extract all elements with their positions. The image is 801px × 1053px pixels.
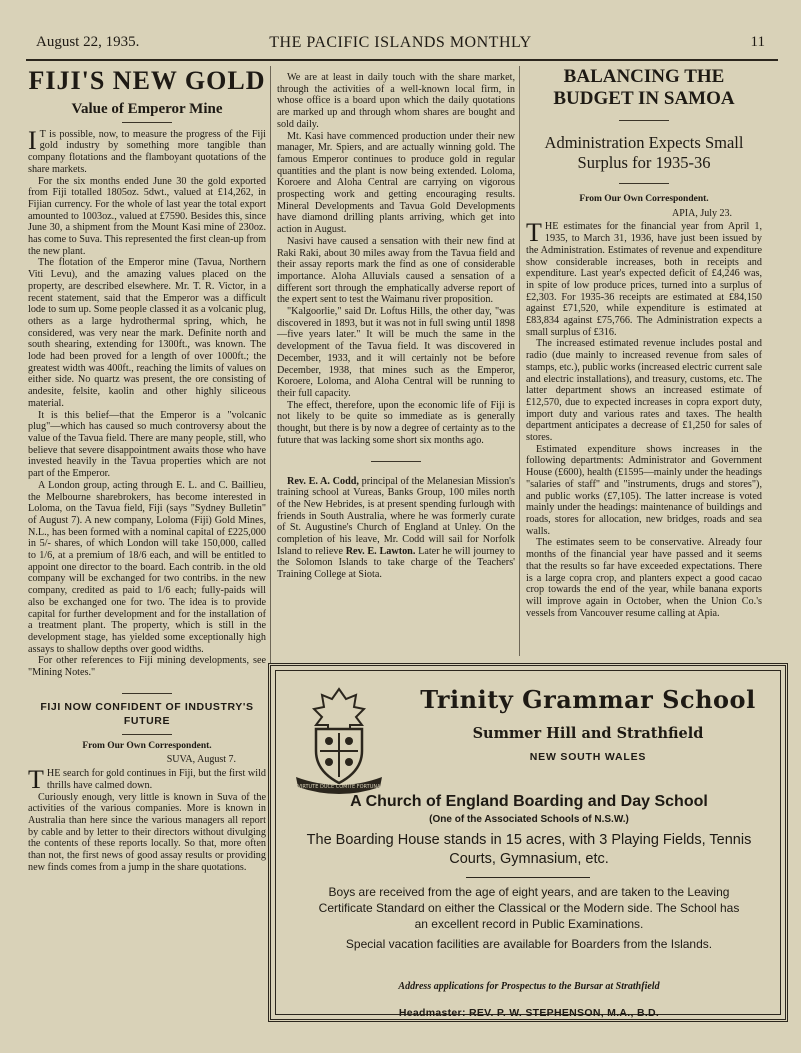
article-paragraph: Estimated expenditure shows increases in the following departments: Administrator and Government House (£600), health (£1595—mainly under the headings "salaries of staff" and "instruments, drugs and stores"), and public works (£7,105). The latter increase is voted mainly under the headings: maintenance of buildings and roads, stores for allocation, new bridges, roads and sea walls. xyxy=(526,443,762,537)
divider xyxy=(619,183,669,184)
issue-date: August 22, 1935. xyxy=(36,34,140,50)
article-paragraph: Curiously enough, very little is known in Suva of the activities of the various companies. More is known in Australia than here since the various managers all report by cable and by letter to their directors without divulging the contents of these reports locally. So that, more often than not, the first news of good assay results or providing new finds comes from a jump in the share quotations. xyxy=(28,791,266,873)
advert-facilities: The Boarding House stands in 15 acres, with 3 Playing Fields, Tennis Courts, Gymnasium, etc. xyxy=(306,832,752,867)
article-paragraph: I T is possible, now, to measure the progress of the Fiji gold industry by something more tangible than company flotations and the flamboyant quotations of the share markets. xyxy=(28,125,266,175)
divider xyxy=(122,734,172,735)
masthead: THE PACIFIC ISLANDS MONTHLY xyxy=(269,34,532,51)
column-left xyxy=(28,66,266,873)
school-state: NEW SOUTH WALES xyxy=(529,751,647,763)
codd-news-item: Rev. E. A. Codd, principal of the Melanesian Mission's training school at Vureas, Banks Group, 100 miles north of the New Hebrides, is at present spending furlough with friends in South Australia, where he was formerly curate of St. Augustine's Church of England at Unley. On the completion of his leave, Mr. Codd will sail for Norfolk Island to relieve Rev. E. Lawton. Later he will journey to the Solomon Islands to take charge of the Teachers' Training College at Siota. xyxy=(277,475,515,581)
byline: From Our Own Correspondent. xyxy=(82,740,212,751)
column-right xyxy=(526,66,762,619)
divider xyxy=(122,693,172,694)
article-paragraph: Mt. Kasi have commenced production under their new manager, Mr. Spiers, and are actually winning gold. The famous Emperor continues to produce gold in regular quantities and the plant is now being extended. Loloma, Koroere and Aloha Central are carrying on vigorous prospecting work and getting encouraging results. Mineral Developments and Tavua Gold Developments have diamond drilling plants arriving, which get into action in August. xyxy=(277,130,515,236)
article-paragraph: "Kalgoorlie," said Dr. Loftus Hills, the other day, "was discovered in 1893, but it was not in full swing until 1898—five years later." It will be much the same in the development of the Tavua field. It was discovered in December, 1933, and it will certainly not be before December, 1938, that mines such as the Emperor, Koroere, Loloma, and Aloha Central will be running to their full capacity. xyxy=(277,306,515,399)
page-header xyxy=(0,34,801,58)
dateline: SUVA, August 7. xyxy=(166,754,236,766)
drop-cap: T xyxy=(526,218,542,248)
byline: From Our Own Correspondent. xyxy=(579,194,709,204)
article-paragraph: For other references to Fiji mining developments, see "Mining Notes." xyxy=(28,655,266,679)
advert-frame xyxy=(275,670,781,1019)
samoa-subhead: Administration Expects Small Surplus for 1935-36 xyxy=(544,133,744,172)
column-divider xyxy=(270,66,271,666)
advert-tagline: A Church of England Boarding and Day School xyxy=(350,793,708,810)
advert-body-text: Special vacation facilities are available for Boarders from the Islands. xyxy=(345,937,713,951)
column-middle xyxy=(277,72,515,581)
fiji-gold-headline: FIJI'S NEW GOLD xyxy=(28,66,266,95)
advert-affiliation: (One of the Associated Schools of N.S.W.) xyxy=(429,814,629,825)
school-advertisement xyxy=(268,663,788,1022)
article-paragraph: We are at least in daily touch with the share market, through the activities of a well-known local firm, in whose office is a board upon which the daily quotations are marked up and through whom shares are bought and sold daily. xyxy=(277,72,515,130)
header-rule xyxy=(26,59,778,61)
article-paragraph: A London group, acting through E. L. and C. Baillieu, the Melbourne sharebrokers, has become interested in Loloma, on the Tavua field, Fiji (says "Sydney Bulletin" of August 7). A new company, Loloma (Fiji) Gold Mines, N.L., has been formed with a nominal capital of £225,000 in 5/- shares, of which London will take 150,000, called to 1/6, at a premium of 18/6 each, and will be entitled to appoint one director to the board. Each contrib. in the old company will be exchanged for two contribs. in the new company, credited as paid to 1/6 each; fully-paids will also be exchanged one for two. The idea is to provide capital for further development and for the installation of a treatment plant. The property, which is still in the development stage, has yielded some exceptionally high assays to shallow depths over good widths. xyxy=(28,479,266,655)
divider xyxy=(619,120,669,121)
divider xyxy=(122,122,172,123)
drop-cap: T xyxy=(28,765,44,795)
divider xyxy=(466,877,590,878)
school-name: Trinity Grammar School xyxy=(420,685,756,714)
article-paragraph: The flotation of the Emperor mine (Tavua, Northern Viti Levu), and the amazing values placed on the property, are described elsewhere. Mr. T. R. Victor, in a recent statement, said that the Emperor was a difficult lode to sum up. Some people classed it as a volcanic plug, others as a large hydrothermal spring, which, he considered, was very near the mark. Definite north and south shearing, extending for 1300ft., was known. The lode had been proved for a length of over 1000ft.; the greatest width was 400ft., reaching the limits of values on either side. No quartz was present, the ore consisting of andesite, felsite, kaolin and other highly siliceous material. xyxy=(28,257,266,409)
advert-body-text: Boys are received from the age of eight years, and are taken to the Leaving Certificate Standard on either the Classical or the Modern side. The School has an excellent record in Public Examinations. xyxy=(318,885,740,931)
fiji-confident-headline: FIJI NOW CONFIDENT OF INDUSTRY'S FUTURE xyxy=(40,700,254,727)
article-paragraph: Nasivi have caused a sensation with their new find at Raki Raki, about 30 miles away from the Tavua field and their assay reports mark the find as one of considerable importance. Aloha Alluvials caused a sensation of a different sort through the emphatically adverse report of the expert sent to test the Waimanu river proposition. xyxy=(277,235,515,306)
advert-headmaster: Headmaster: REV. P. W. STEPHENSON, M.A., B.D. xyxy=(398,1007,660,1019)
advert-address: Address applications for Prospectus to the Bursar at Strathfield xyxy=(398,981,660,992)
advert-body xyxy=(316,884,742,952)
school-crest-icon xyxy=(294,685,384,795)
article-paragraph: The effect, therefore, upon the economic life of Fiji is not likely to be quite so immediate as is generally thought, but there is by now a degree of certainty as to the future that was lacking some short six months ago. xyxy=(277,399,515,446)
column-divider xyxy=(519,66,520,656)
samoa-headline: BALANCING THE BUDGET IN SAMOA xyxy=(553,66,735,109)
fiji-gold-subhead: Value of Emperor Mine xyxy=(71,101,223,117)
article-paragraph: THE search for gold continues in Fiji, but the first wild thrills have calmed down. xyxy=(28,765,266,795)
page-number: 11 xyxy=(750,34,765,50)
drop-cap: I xyxy=(28,125,37,155)
dateline: APIA, July 23. xyxy=(671,207,732,219)
school-locations: Summer Hill and Strathfield xyxy=(472,725,704,742)
article-paragraph: The increased estimated revenue includes postal and radio (due mainly to increased revenue from sales of stamps, etc.), public works (increased electric current sale and electric installations), and treasury, customs, etc. The latter department shows an increased estimate of £12,570, due to expected increases in copra export duty, import duty and various rates and taxes. The health department anticipates a decrease of £1,250 for sales of stores. xyxy=(526,338,762,444)
article-paragraph: It is this belief—that the Emperor is a "volcanic plug"—which has caused so much controversy about the value of the Tavua field. There are many people, still, who believe that severe disappointment awaits those who have invested heavily in the Tavua properties which are not part of the Emperor. xyxy=(28,409,266,480)
article-paragraph: The estimates seem to be conservative. Already four months of the financial year have passed and it seems that the results so far have exceeded expectations. There is a large copra crop, and planters expect a good cacao crop towards the end of the year, while banana exports will improve again in October, when the Union Co.'s vessels from Vancouver resume calling at Apia. xyxy=(526,537,762,619)
article-paragraph: For the six months ended June 30 the gold exported from Fiji totalled 1805oz. 5dwt., valued at £14,262, in Fijian currency. For the whole of last year the total export amounted to 1003oz., valued at £7590. Besides this, since June 30, a shipment from the Mount Kasi mine of 230oz. has come to Suva. This represented the first clean-up from the new plant. xyxy=(28,175,267,257)
article-paragraph: THE estimates for the financial year from April 1, 1935, to March 31, 1936, have just been issued by the Administration. Estimates of revenue and expenditure show considerable increases, both in receipts and expenditure. Last year's expected deficit of £4,246 was, in spite of low produce prices, turned into a surplus of £2,303. For 1935-36 receipts are estimated at £84,150 against £71,520, while expenditure is estimated at £83,834 against £75,766. The Administration expects a small surplus of £316. xyxy=(526,218,762,338)
divider xyxy=(371,461,421,462)
crest-motto: VIRTUTE DUCE COMITE FORTUNA xyxy=(297,784,381,790)
